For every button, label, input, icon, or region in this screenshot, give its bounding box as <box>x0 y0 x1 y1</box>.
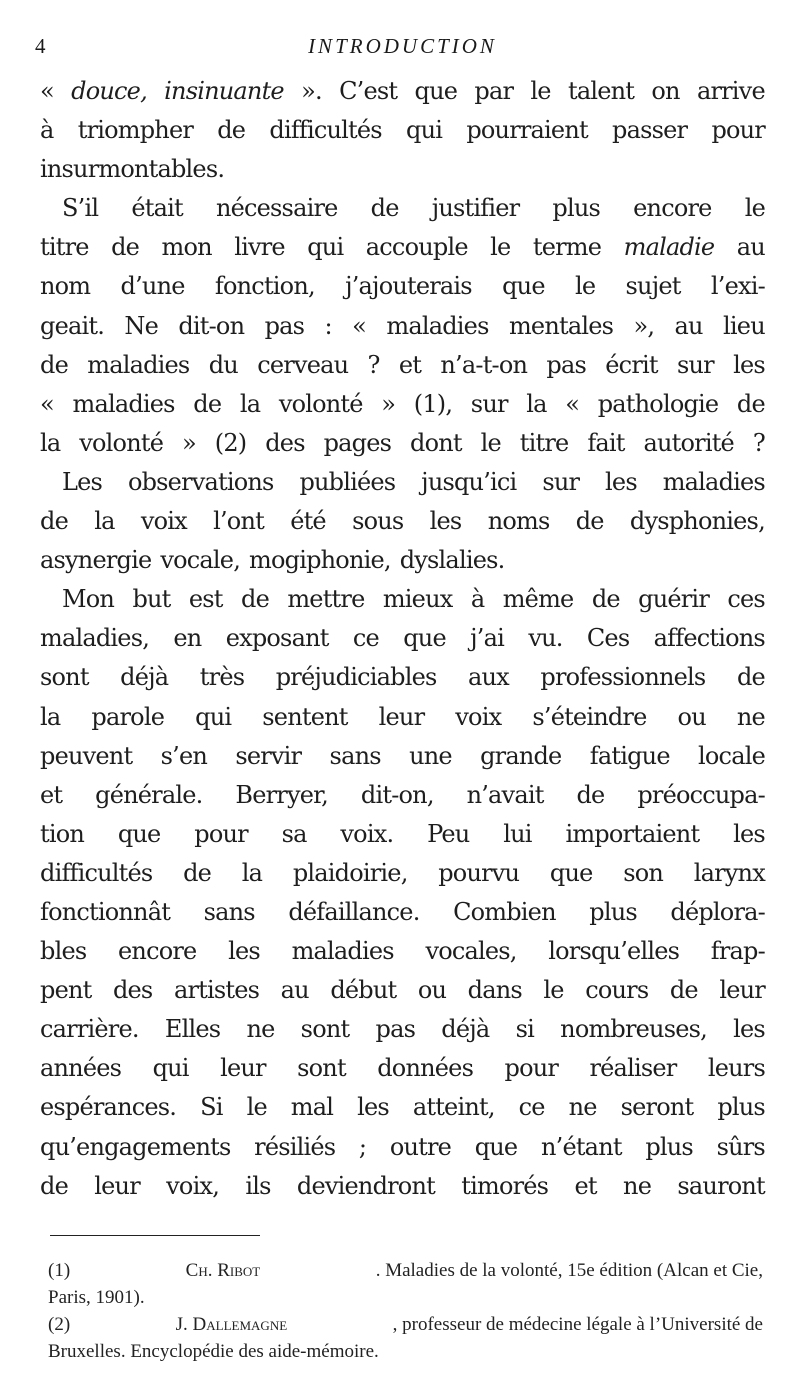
word: ce <box>518 1093 545 1122</box>
text-line <box>40 189 765 228</box>
word: l’ont <box>213 507 264 536</box>
word: réaliser <box>589 1054 677 1083</box>
footnote-1-line-1 <box>48 1257 763 1284</box>
word: voix <box>140 507 187 536</box>
word: carrière. <box>40 1015 139 1044</box>
word: vu. <box>528 624 563 653</box>
word: guérir <box>638 585 709 614</box>
word: j’ai <box>470 624 505 653</box>
word: la <box>526 389 547 418</box>
word: lieu <box>723 311 765 340</box>
word: dit-on, <box>360 780 434 809</box>
word: leur <box>378 702 425 731</box>
word: de <box>736 663 765 692</box>
word: S’il <box>62 194 99 223</box>
word: lui <box>503 819 532 848</box>
word: les <box>733 819 765 848</box>
word: ? <box>367 350 380 379</box>
word: le <box>246 1093 267 1122</box>
word: que <box>474 1132 518 1161</box>
word: sur <box>470 389 508 418</box>
word: qui <box>406 116 443 145</box>
word: maladies <box>87 350 190 379</box>
word: dyslalies. <box>399 546 505 575</box>
word: fonction, <box>214 272 315 301</box>
word: sûrs <box>716 1132 765 1161</box>
word: de <box>183 858 212 887</box>
word: Combien <box>453 897 556 926</box>
text-line <box>40 267 765 306</box>
word: voix, <box>166 1171 220 1200</box>
word: passer <box>612 116 688 145</box>
word: au <box>736 233 765 262</box>
word: frap- <box>710 937 765 966</box>
word: bles <box>40 937 87 966</box>
word: sentent <box>262 702 348 731</box>
word: insinuante <box>164 77 284 105</box>
word: » <box>181 428 196 457</box>
word: ils <box>245 1171 271 1200</box>
word: on <box>651 77 680 105</box>
word: même <box>502 585 574 614</box>
word: atteint, <box>412 1093 495 1122</box>
word: ne <box>246 1015 275 1044</box>
word: résiliés <box>254 1132 336 1161</box>
word: les <box>733 350 765 379</box>
text-line <box>40 424 765 463</box>
word: pour <box>194 819 248 848</box>
word: ou <box>677 702 706 731</box>
word: est <box>188 585 223 614</box>
word: noms <box>487 507 550 536</box>
word: le <box>744 194 765 223</box>
word: titre <box>519 428 569 457</box>
word: les <box>605 467 637 496</box>
word: dans <box>467 976 522 1005</box>
word: s’éteindre <box>532 702 647 731</box>
word: sont <box>40 663 89 692</box>
word: encore <box>118 937 197 966</box>
word: dont <box>410 428 462 457</box>
word: talent <box>567 77 635 105</box>
word: la <box>239 389 261 418</box>
word: plus <box>589 897 637 926</box>
text-line <box>40 815 765 854</box>
word: difficultés <box>40 858 153 887</box>
text-line <box>40 698 765 737</box>
word: voix. <box>340 819 394 848</box>
word: les <box>357 1093 389 1122</box>
word: nécessaire <box>215 194 338 223</box>
word: préjudiciables <box>275 663 437 692</box>
word: dysphonies, <box>629 507 765 536</box>
word: « <box>40 77 54 105</box>
word: qui <box>195 702 232 731</box>
word: affections <box>653 624 765 653</box>
word: terme <box>532 233 602 262</box>
word: (2) <box>214 428 247 457</box>
word: plus <box>552 194 601 223</box>
word: fonctionnât <box>40 897 171 926</box>
text-line <box>40 1010 765 1049</box>
footnote-2-text: , professeur de médecine légale à l’Université de <box>392 1314 763 1335</box>
word: outre <box>389 1132 452 1161</box>
word: mentales <box>508 311 614 340</box>
word: Ces <box>586 624 630 653</box>
word: très <box>199 663 245 692</box>
word: de <box>669 976 698 1005</box>
word: la <box>40 428 61 457</box>
word: début <box>330 976 397 1005</box>
word: préoccupa- <box>637 780 765 809</box>
word: s’en <box>160 741 208 770</box>
word: mal <box>290 1093 334 1122</box>
page-header <box>35 34 770 64</box>
footnotes <box>48 1257 763 1365</box>
running-title: INTRODUCTION <box>308 34 497 58</box>
footnote-1-line-2 <box>48 1284 763 1311</box>
word: que <box>117 819 161 848</box>
word: pas <box>375 1015 416 1044</box>
word: que <box>403 624 446 653</box>
word: Si <box>200 1093 223 1122</box>
word: artistes <box>173 976 260 1005</box>
word: difficultés <box>269 116 382 145</box>
text-line <box>40 854 765 893</box>
word: cours <box>585 976 649 1005</box>
word: la <box>94 507 115 536</box>
text-line <box>40 72 765 111</box>
text-line <box>40 932 765 971</box>
word: qu’engagements <box>40 1132 231 1161</box>
word: été <box>290 507 326 536</box>
text-line <box>40 1088 765 1127</box>
word: parole <box>91 702 165 731</box>
text-line <box>40 619 765 658</box>
word: maladies, <box>40 624 150 653</box>
word: ne <box>568 1093 597 1122</box>
word: de <box>576 780 605 809</box>
word: les <box>228 937 260 966</box>
word: les <box>429 507 462 536</box>
word: » <box>381 389 396 418</box>
word: seront <box>620 1093 694 1122</box>
word: déjà <box>441 1015 490 1044</box>
word: pathologie <box>597 389 719 418</box>
word: nom <box>40 272 91 301</box>
word: ou <box>417 976 447 1005</box>
word: sauront <box>677 1171 765 1200</box>
word: titre <box>40 233 89 262</box>
word: but <box>132 585 171 614</box>
word: livre <box>234 233 285 262</box>
word: encore <box>633 194 712 223</box>
word: larynx <box>693 858 765 887</box>
word: mieux <box>382 585 453 614</box>
word: aux <box>468 663 509 692</box>
word: déplora- <box>670 897 765 926</box>
word: était <box>131 194 183 223</box>
word: de <box>591 585 620 614</box>
text-line <box>40 776 765 815</box>
word: ne <box>623 1171 652 1200</box>
word: lorsqu’elles <box>548 937 680 966</box>
word: vocales, <box>425 937 517 966</box>
word: ». <box>301 77 322 105</box>
text-line <box>40 111 765 150</box>
word: et <box>40 780 63 809</box>
text-line <box>40 150 765 189</box>
word: de <box>193 389 222 418</box>
word: grande <box>480 741 562 770</box>
word: une <box>409 741 452 770</box>
word: vocale, <box>160 546 241 575</box>
word: douce, <box>71 77 147 105</box>
word: le <box>530 77 551 105</box>
word: asynergie <box>40 546 152 575</box>
word: fait <box>587 428 625 457</box>
word: tion <box>40 819 85 848</box>
word: écrit <box>605 350 658 379</box>
word: j’ajouterais <box>345 272 472 301</box>
word: de <box>241 585 269 614</box>
word: sans <box>329 741 381 770</box>
word: à <box>40 116 54 145</box>
word: publiées <box>299 467 396 496</box>
footnote-1-author: Ch. Ribot <box>185 1260 261 1281</box>
word: le <box>480 428 501 457</box>
word: maladies <box>386 311 489 340</box>
text-line <box>40 385 765 424</box>
word: leur <box>94 1171 140 1200</box>
footnote-2-marker: (2) <box>48 1314 71 1335</box>
word: leurs <box>707 1054 765 1083</box>
word: n’avait <box>466 780 544 809</box>
word: locale <box>698 741 765 770</box>
word: pages <box>323 428 392 457</box>
word: sont <box>297 1054 346 1083</box>
text-line <box>40 1128 765 1167</box>
footnote-divider <box>50 1235 260 1236</box>
footnote-2-author: J. Dallemagne <box>175 1314 288 1335</box>
word: », <box>633 311 655 340</box>
word: ce <box>352 624 379 653</box>
word: observations <box>127 467 274 496</box>
text-line <box>40 1049 765 1088</box>
word: sa <box>281 819 307 848</box>
word: que <box>414 77 458 105</box>
word: de <box>40 507 68 536</box>
text-line <box>40 580 765 619</box>
word: : <box>324 311 332 340</box>
word: voix <box>455 702 502 731</box>
word: des <box>265 428 305 457</box>
word: cerveau <box>257 350 349 379</box>
word: de <box>575 507 604 536</box>
word: ces <box>727 585 765 614</box>
word: « <box>565 389 580 418</box>
word: arrive <box>696 77 765 105</box>
word: insurmontables. <box>40 155 225 184</box>
word: générale. <box>95 780 203 809</box>
word: espérances. <box>40 1093 177 1122</box>
word: qui <box>307 233 344 262</box>
word: maladies <box>662 467 765 496</box>
word: sous <box>352 507 404 536</box>
text-line <box>40 463 765 502</box>
word: maladies <box>291 937 394 966</box>
word: de <box>111 233 140 262</box>
word: jusqu’ici <box>421 467 517 496</box>
word: maladies <box>72 389 175 418</box>
word: sur <box>542 467 580 496</box>
word: triompher <box>77 116 194 145</box>
text-line <box>40 971 765 1010</box>
word: à <box>470 585 485 614</box>
word: sont <box>300 1015 350 1044</box>
word: défaillance. <box>288 897 420 926</box>
word: mogiphonie, <box>249 546 391 575</box>
word: leur <box>220 1054 266 1083</box>
word: accouple <box>365 233 468 262</box>
word: fatigue <box>589 741 670 770</box>
word: et <box>398 350 422 379</box>
word: servir <box>235 741 302 770</box>
word: volonté <box>79 428 164 457</box>
footnote-2-line-1 <box>48 1311 763 1338</box>
footnote-2-continuation: Bruxelles. Encyclopédie des aide-mémoire. <box>48 1341 379 1362</box>
word: plus <box>717 1093 765 1122</box>
word: Elles <box>164 1015 221 1044</box>
word: professionnels <box>540 663 706 692</box>
word: plaidoirie, <box>292 858 408 887</box>
word: C’est <box>339 77 398 105</box>
word: pourraient <box>466 116 588 145</box>
word: du <box>208 350 238 379</box>
word: « <box>40 389 54 418</box>
footnote-1-continuation: Paris, 1901). <box>48 1287 145 1308</box>
word: pour <box>711 116 765 145</box>
word: ne <box>736 702 765 731</box>
text-line <box>40 737 765 776</box>
word: le <box>574 272 596 301</box>
word: mettre <box>287 585 365 614</box>
word: les <box>733 1015 765 1044</box>
text-line <box>40 307 765 346</box>
word: volonté <box>278 389 363 418</box>
text-line <box>40 893 765 932</box>
word: d’une <box>120 272 185 301</box>
word: par <box>474 77 514 105</box>
word: des <box>112 976 153 1005</box>
text-line <box>40 228 765 267</box>
word: années <box>40 1054 122 1083</box>
word: maladie <box>623 233 715 262</box>
footnote-1-marker: (1) <box>48 1260 71 1281</box>
word: timorés <box>461 1171 549 1200</box>
word: l’exi- <box>710 272 765 301</box>
word: dit-on <box>178 311 245 340</box>
footnote-1-text: . Maladies de la volonté, 15e édition (Alcan et Cie, <box>375 1260 763 1281</box>
word: la <box>241 858 263 887</box>
page-number: 4 <box>35 34 49 58</box>
word: Berryer, <box>235 780 329 809</box>
word: justifier <box>431 194 520 223</box>
word: « <box>352 311 367 340</box>
text-line <box>40 541 765 580</box>
word: son <box>623 858 664 887</box>
word: qui <box>152 1054 189 1083</box>
word: importaient <box>565 819 700 848</box>
word: geait. <box>40 311 105 340</box>
word: et <box>574 1171 597 1200</box>
word: le <box>490 233 511 262</box>
body-text <box>40 72 765 1206</box>
word: Peu <box>427 819 470 848</box>
word: autorité <box>643 428 734 457</box>
text-line <box>40 502 765 541</box>
word: n’a-t-on <box>440 350 528 379</box>
footnote-2-line-2 <box>48 1338 763 1365</box>
word: (1), <box>413 389 453 418</box>
word: que <box>549 858 593 887</box>
word: que <box>502 272 545 301</box>
text-line <box>40 1167 765 1206</box>
word: pas <box>264 311 305 340</box>
word: pas <box>546 350 587 379</box>
word: de <box>370 194 399 223</box>
word: de <box>217 116 246 145</box>
word: sans <box>203 897 255 926</box>
word: pourvu <box>438 858 520 887</box>
word: nombreuses, <box>560 1015 707 1044</box>
word: Mon <box>62 585 115 614</box>
word: données <box>377 1054 474 1083</box>
word: déjà <box>120 663 169 692</box>
word: en <box>173 624 202 653</box>
word: plus <box>645 1132 693 1161</box>
word: pent <box>40 976 92 1005</box>
word: Ne <box>124 311 158 340</box>
word: la <box>40 702 61 731</box>
word: sujet <box>625 272 681 301</box>
word: n’étant <box>540 1132 622 1161</box>
word: de <box>736 389 765 418</box>
word: au <box>674 311 703 340</box>
word: de <box>40 350 68 379</box>
word: ? <box>752 428 765 457</box>
word: ; <box>358 1132 367 1161</box>
word: mon <box>161 233 212 262</box>
word: pour <box>504 1054 559 1083</box>
word: le <box>543 976 564 1005</box>
word: si <box>515 1015 534 1044</box>
word: exposant <box>225 624 329 653</box>
word: de <box>40 1171 68 1200</box>
word: leur <box>719 976 765 1005</box>
word: au <box>280 976 309 1005</box>
word: peuvent <box>40 741 133 770</box>
word: sur <box>677 350 714 379</box>
text-line <box>40 658 765 697</box>
word: deviendront <box>296 1171 435 1200</box>
text-line <box>40 346 765 385</box>
word: Les <box>62 467 103 496</box>
